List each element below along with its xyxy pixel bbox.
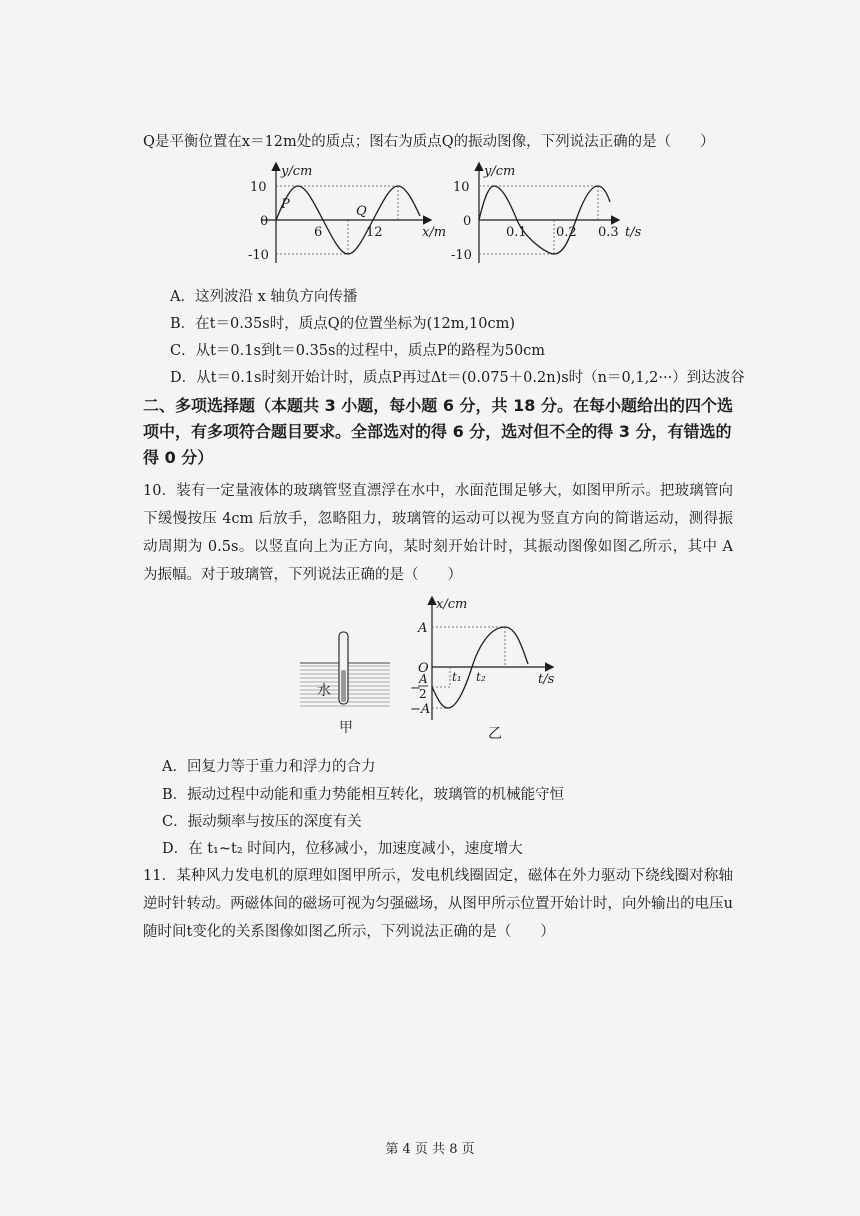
vib-tick-01: 0.1 — [506, 225, 527, 240]
vib-tick-neg10: -10 — [451, 248, 472, 263]
q9-stem: Q是平衡位置在x＝12m处的质点；图右为质点Q的振动图像，下列说法正确的是（ ） — [143, 134, 715, 150]
wave-x-label: x/m — [422, 225, 447, 240]
wave-tick-neg10: -10 — [248, 248, 269, 263]
wave-tick-6: 6 — [314, 225, 323, 240]
section-2-heading: 二、多项选择题（本题共 3 小题，每小题 6 分，共 18 分。在每小题给出的四个选项中，有多项符合题目要求。全部选对的得 6 分，选对但不全的得 3 分，有错选的得 0 分） — [143, 396, 733, 467]
vib-tick-03: 0.3 — [598, 225, 619, 240]
yi-origin: O — [418, 661, 429, 676]
q9-option-b: B．在t＝0.35s时，质点Q的位置坐标为(12m,10cm) — [170, 316, 516, 332]
fig-yi-caption: 乙 — [488, 726, 502, 740]
wave-point-q: Q — [356, 204, 367, 219]
wave-tick-12: 12 — [366, 225, 383, 240]
water-label: 水 — [317, 683, 331, 699]
yi-t2: t₂ — [476, 670, 486, 684]
yi-tick-half-num: A — [419, 672, 428, 686]
q10-stem: 10．装有一定量液体的玻璃管竖直漂浮在水中，水面范围足够大，如图甲所示。把玻璃管向下缓慢按压 4cm 后放手，忽略阻力，玻璃管的运动可以视为竖直方向的简谐运动，测得振动周期为 0.5s。以竖直向上为正方向，某时刻开始计时，其振动图像如图乙所示，其中 A 为振幅。对于玻璃管，下列说法正确的是（ ） — [143, 483, 733, 583]
vib-tick-10: 10 — [453, 180, 470, 195]
vib-y-label: y/cm — [484, 164, 516, 179]
q9-wave-graph — [248, 158, 463, 273]
yi-tick-half-sign: − — [410, 681, 421, 696]
yi-t1: t₁ — [452, 670, 462, 684]
q10-option-a: A．回复力等于重力和浮力的合力 — [162, 759, 376, 775]
wave-tick-0: 0 — [260, 214, 269, 229]
wave-tick-10: 10 — [250, 180, 267, 195]
wave-y-label: y/cm — [281, 164, 313, 179]
q10-figure-jia — [295, 620, 395, 740]
q9-option-a: A．这列波沿 x 轴负方向传播 — [170, 289, 358, 305]
q9-option-d: D．从t＝0.1s时刻开始计时，质点P再过Δt＝(0.075＋0.2n)s时（n＝0,1,2···）到达波谷 — [170, 370, 745, 386]
q10-figure-yi — [400, 592, 560, 740]
vib-tick-02: 0.2 — [556, 225, 577, 240]
vib-tick-0: 0 — [463, 214, 472, 229]
q9-vibration-graph — [448, 158, 648, 273]
q10-option-d: D．在 t₁~t₂ 时间内，位移减小，加速度减小，速度增大 — [162, 841, 523, 857]
fig-jia-caption: 甲 — [339, 720, 353, 736]
vib-x-label: t/s — [625, 225, 642, 240]
yi-tick-half-den: 2 — [419, 687, 427, 701]
yi-x-label: t/s — [538, 672, 555, 687]
q10-option-c: C．振动频率与按压的深度有关 — [162, 814, 362, 830]
q11-stem: 11．某种风力发电机的原理如图甲所示，发电机线圈固定，磁体在外力驱动下绕线圈对称轴逆时针转动。两磁体间的磁场可视为匀强磁场，从图甲所示位置开始计时，向外输出的电压u随时间t变化的关系图像如图乙所示，下列说法正确的是（ ） — [143, 868, 733, 940]
yi-tick-neg-a: −A — [410, 702, 431, 717]
page-footer: 第 4 页 共 8 页 — [385, 1142, 475, 1157]
q9-option-c: C．从t＝0.1s到t＝0.35s的过程中，质点P的路程为50cm — [170, 343, 546, 359]
yi-tick-a: A — [418, 621, 428, 636]
q10-option-b: B．振动过程中动能和重力势能相互转化，玻璃管的机械能守恒 — [162, 787, 565, 803]
yi-y-label: x/cm — [436, 597, 468, 612]
wave-point-p: P — [281, 197, 290, 212]
